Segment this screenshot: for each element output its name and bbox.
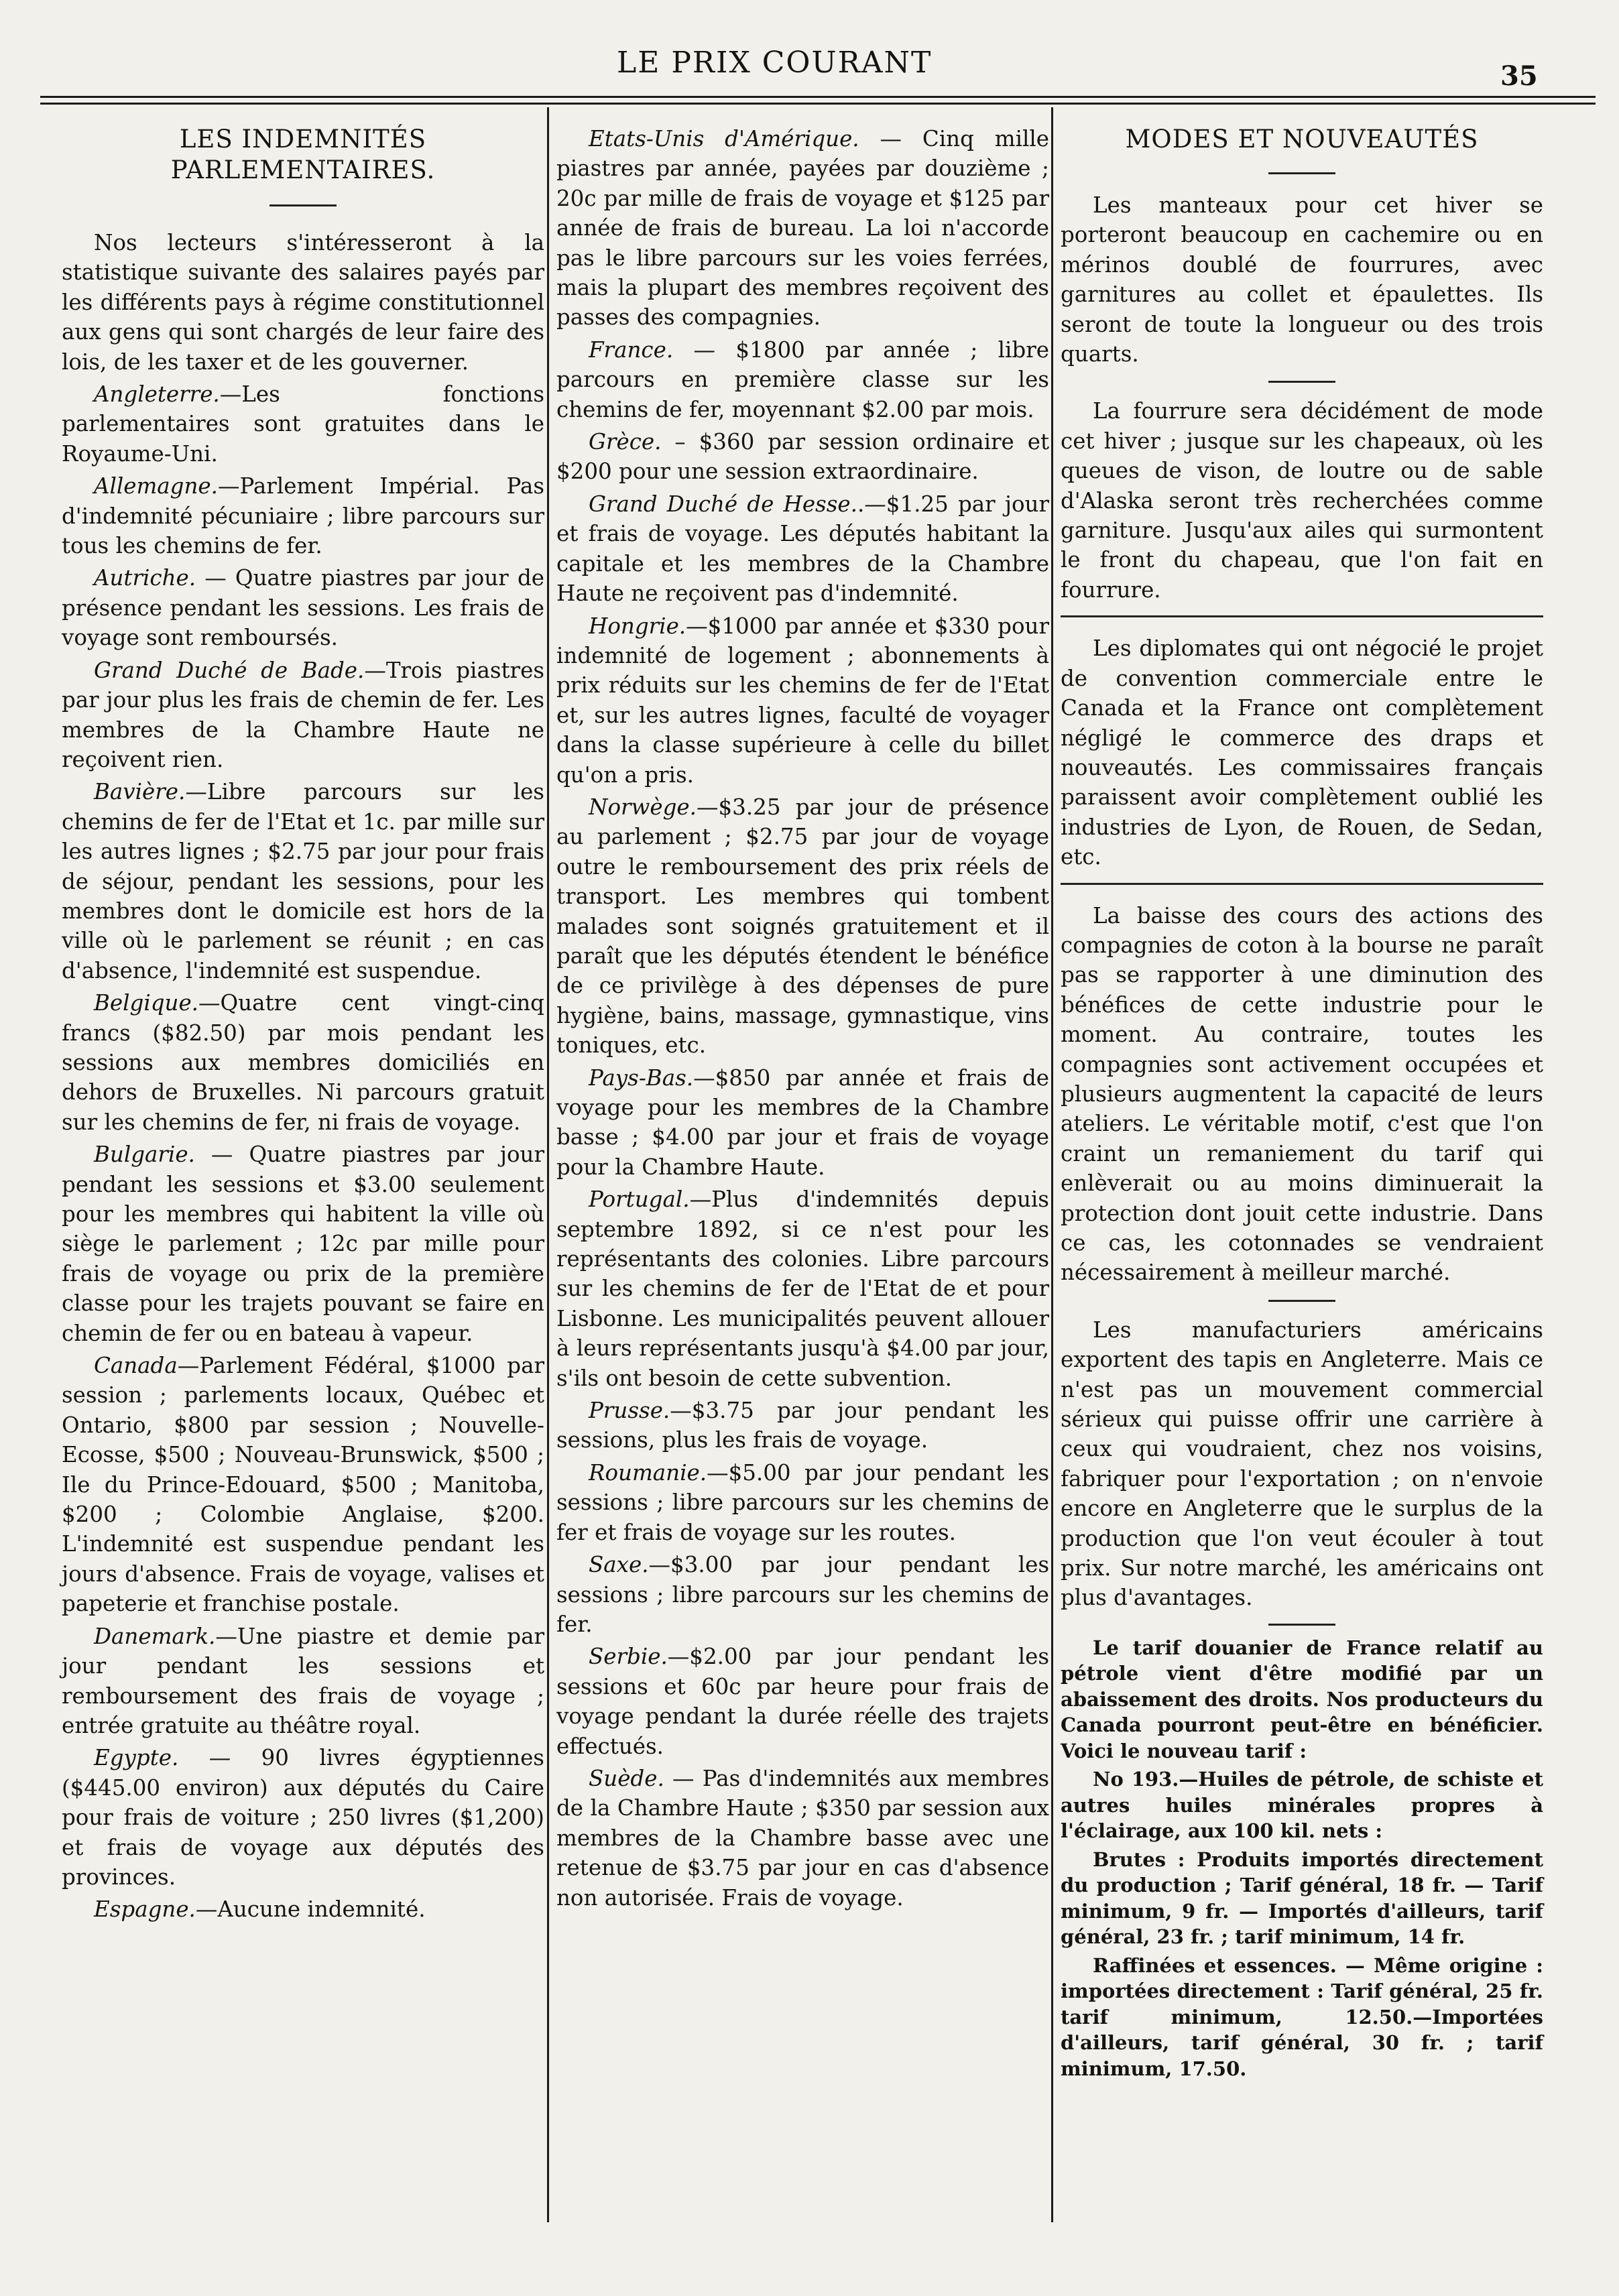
entry-text: —Plus d'indemnités depuis septembre 1892, si ce n'est pour les représentants des colonies. Libre parcours sur les chemins de fer de l'Etat de et pour Lisbonne. Les municipalités peuvent allouer à leurs représentants jusqu'à $4.00 par jour, s'ils ont besoin de cette subvention. xyxy=(556,1187,1049,1391)
country-entry xyxy=(62,471,544,560)
country-name: Angleterre. xyxy=(94,381,220,408)
country-entry xyxy=(62,1894,544,1924)
entry-text: — Quatre piastres par jour de présence pendant les sessions. Les frais de voyage sont remboursés. xyxy=(62,565,544,651)
country-entry xyxy=(556,1642,1049,1761)
entry-text: .—$1.25 par jour et frais de voyage. Les députés habitant la capitale et les membres de la Chambre Haute ne reçoivent pas d'indemnité. xyxy=(556,491,1049,607)
country-entry xyxy=(62,1743,544,1892)
column-divider-right xyxy=(1051,107,1053,2222)
entry-text: —$3.00 par jour pendant les sessions ; libre parcours sur les chemins de fer. xyxy=(556,1552,1049,1637)
running-title: LE PRIX COURANT xyxy=(617,46,933,80)
entry-text: — 90 livres égyptiennes ($445.00 environ) aux députés du Caire pour frais de voiture ; 250 livres ($1,200) et frais de voyage aux députés des provinces. xyxy=(62,1745,544,1890)
entry-text: —$2.00 par jour pendant les sessions et 60c par heure pour frais de voyage pendant la durée réelle des trajets effectués. xyxy=(556,1644,1049,1759)
entry-text: —Quatre cent vingt-cinq francs ($82.50) par mois pendant les sessions aux membres domiciliés en dehors de Bruxelles. Ni parcours gratuit sur les chemins de fer, ni frais de voyage. xyxy=(62,990,544,1135)
country-name: Bulgarie. xyxy=(94,1142,195,1168)
column-modes xyxy=(1061,124,1543,2084)
tariff-paragraph: Brutes : Produits importés directement du production ; Tarif général, 18 fr. — Tarif minimum, 9 fr. — Importés d'ailleurs, tarif général, 23 fr. ; tarif minimum, 14 fr. xyxy=(1061,1848,1543,1949)
country-name: Portugal. xyxy=(589,1187,690,1213)
country-entry xyxy=(62,656,544,775)
fashion-paragraph: Les manteaux pour cet hiver se porteront beaucoup en cachemire ou en mérinos doublé de fourrures, avec garnitures au collet et épaulettes. Ils seront de toute la longueur ou des trois quarts. xyxy=(1061,192,1543,367)
separator-rule xyxy=(1268,1300,1335,1302)
country-name: Etats-Unis d'Amérique. xyxy=(589,126,859,152)
entry-text: —Parlement Impérial. Pas d'indemnité pécuniaire ; libre parcours sur tous les chemins de fer. xyxy=(62,473,544,559)
country-name: Prusse. xyxy=(589,1398,670,1424)
country-name: Suède. xyxy=(589,1765,664,1791)
country-entry xyxy=(556,1063,1049,1183)
country-entry xyxy=(556,335,1049,424)
country-name: Autriche. xyxy=(94,565,196,591)
entry-text: —Trois piastres par jour plus les frais de chemin de fer. Les membres de la Chambre Haute ne reçoivent rien. xyxy=(62,657,545,772)
fashion-paragraph: Les diplomates qui ont négocié le projet de convention commerciale entre le Canada et la France ont complètement négligé le commerce des draps et nouveautés. Les commissaires français paraissent avoir complètement oublié les industries de Lyon, de Rouen, de Sedan, etc. xyxy=(1061,636,1543,870)
fashion-notes xyxy=(1061,190,1543,1626)
entry-text: —Libre parcours sur les chemins de fer de l'Etat et 1c. par mille sur les autres lignes ; $2.75 par jour pour frais de séjour, pendant les sessions, pour les membres dont le domicile est hors de la ville où le parlement se réunit ; en cas d'absence, l'indemnité est suspendue. xyxy=(62,779,544,983)
entry-text: —$3.75 par jour pendant les sessions, plus les frais de voyage. xyxy=(556,1398,1049,1453)
country-entry xyxy=(62,777,544,985)
entry-text: —Parlement Fédéral, $1000 par session ; parlements locaux, Québec et Ontario, $800 par session ; Nouvelle-Ecosse, $500 ; Nouveau-Brunswick, $500 ; Ile du Prince-Edouard, $500 ; Manitoba, $200 ; Colombie Anglaise, $200. L'indemnité est suspendue pendant les jours d'absence. Frais de voyage, valises et papeterie et franchise postale. xyxy=(62,1353,544,1617)
country-entry xyxy=(556,1185,1049,1393)
country-name: Norwège. xyxy=(589,794,697,820)
country-entry xyxy=(62,1351,544,1619)
article-title-indemnites: LES INDEMNITÉS PARLEMENTAIRES. xyxy=(170,125,436,184)
entry-text: —Les fonctions parlementaires sont gratuites dans le Royaume-Uni. xyxy=(62,381,544,467)
country-entry xyxy=(556,489,1049,609)
separator-rule xyxy=(1268,1624,1335,1626)
country-name: Bavière. xyxy=(94,779,186,805)
country-name: Belgique. xyxy=(94,990,199,1016)
country-entry xyxy=(556,124,1049,333)
fashion-paragraph: La baisse des cours des actions des compagnies de coton à la bourse ne paraît pas se rapporter à une diminution des bénéfices de cette industrie pour le moment. Au contraire, toutes les compagnies sont activement occupées et plusieurs augmentent la capacité de leurs ateliers. Le véritable motif, c'est que l'on craint un remaniement du tarif qui enlèverait ou au moins diminuerait la protection dont jouit cette industrie. Dans ce cas, les cotonnades se vendraient nécessairement à meilleur marché. xyxy=(1061,902,1543,1286)
country-entry xyxy=(62,988,544,1137)
country-name: Hongrie. xyxy=(589,613,686,639)
country-entry xyxy=(62,563,544,652)
fashion-paragraph: La fourrure sera décidément de mode cet hiver ; jusque sur les chapeaux, où les queues de vison, de loutre ou de sable d'Alaska seront très recherchées comme garniture. Jusqu'aux ailes qui surmontent le front du chapeau, que l'on fait en fourrure. xyxy=(1061,398,1543,603)
country-name: Serbie. xyxy=(589,1644,668,1670)
entry-text: – $360 par session ordinaire et $200 pour une session extraordinaire. xyxy=(556,429,1049,485)
article-title-modes: MODES ET NOUVEAUTÉS xyxy=(1125,125,1479,154)
column-indemnites-continued xyxy=(556,124,1049,1915)
country-entry xyxy=(556,1396,1049,1455)
entry-text: — Cinq mille piastres par année, payées par douzième ; 20c par mille de frais de voyage et $125 par année de frais de bureau. La loi n'accorde pas le libre parcours sur les voies ferrées, mais la plupart des membres reçoivent des passes des compagnies. xyxy=(556,126,1049,330)
entry-text: —$850 par année et frais de voyage pour les membres de la Chambre basse ; $4.00 par jour et frais de voyage pour la Chambre Haute. xyxy=(556,1065,1049,1180)
entry-text: —Une piastre et demie par jour pendant les sessions et remboursement des frais de voyage ; entrée gratuite au théâtre royal. xyxy=(62,1623,544,1738)
entry-text: — $1800 par année ; libre parcours en première classe sur les chemins de fer, moyennant $2.00 par mois. xyxy=(556,337,1049,422)
country-name: Saxe. xyxy=(589,1552,649,1578)
country-name: Allemagne. xyxy=(94,473,218,499)
fashion-paragraph: Les manufacturiers américains exportent des tapis en Angleterre. Mais ce n'est pas un mouvement commercial sérieux qui puisse offrir une carrière à ceux qui voudraient, chez nos voisins, fabriquer pour l'exportation ; on n'envoie encore en Angleterre que le surplus de la production que l'on veut écouler à tout prix. Sur notre marché, les américains ont plus d'avantages. xyxy=(1061,1317,1543,1611)
header-rule-top xyxy=(40,96,1596,98)
country-name: Pays-Bas. xyxy=(589,1065,694,1091)
country-name: Egypte. xyxy=(94,1745,179,1771)
country-entries xyxy=(62,379,544,1925)
entry-text: —$3.25 par jour de présence au parlement ; $2.75 par jour de voyage outre le remboursement des prix réels de transport. Les membres qui tombent malades sont soignés gratuitement et il paraît que les députés étendent le bénéfice de ce privilège à des dépenses de pure hygiène, bains, massage, gymnastique, vins toniques, etc. xyxy=(556,794,1049,1059)
entry-text: —$5.00 par jour pendant les sessions ; libre parcours sur les chemins de fer et frais de voyage sur les routes. xyxy=(556,1459,1049,1545)
country-name: Canada xyxy=(94,1353,178,1379)
country-entry xyxy=(556,1458,1049,1547)
column-indemnites xyxy=(62,124,544,1927)
column-divider-left xyxy=(547,107,549,2222)
page-header xyxy=(0,0,1619,101)
country-name: Roumanie. xyxy=(589,1459,707,1486)
country-name: Grand Duché de Bade. xyxy=(94,657,365,683)
entry-text: — Quatre piastres par jour pendant les sessions et $3.00 seulement pour les membres qui habitent la ville où siège le parlement ; 12c par mille pour frais de voyage ou prix de la première classe pour les trajets pouvant se faire en chemin de fer ou en bateau à vapeur. xyxy=(62,1142,544,1346)
entry-text: —$1000 par année et $330 pour indemnité de logement ; abonnements à prix réduits sur les chemins de fer de l'Etat et, sur les autres lignes, faculté de voyager dans la classe supérieure à celle du billet qu'on a pris. xyxy=(556,613,1049,788)
country-name: Danemark. xyxy=(94,1623,216,1649)
country-entry xyxy=(556,1764,1049,1913)
country-entry xyxy=(556,1550,1049,1639)
title-rule xyxy=(1268,172,1335,174)
country-name: Grand Duché de Hesse. xyxy=(589,491,857,517)
country-entry xyxy=(556,427,1049,487)
country-entry xyxy=(556,611,1049,790)
country-entry xyxy=(62,1140,544,1348)
separator-rule xyxy=(1061,883,1543,885)
header-rule-bottom xyxy=(40,103,1596,105)
country-entry xyxy=(556,792,1049,1061)
tariff-paragraph: Le tarif douanier de France relatif au pétrole vient d'être modifié par un abaissement des droits. Nos producteurs du Canada pourront peut-être en bénéficier. Voici le nouveau tarif : xyxy=(1061,1636,1543,1762)
title-rule xyxy=(269,204,337,206)
country-entry xyxy=(62,1622,544,1741)
tariff-notice xyxy=(1061,1635,1543,2082)
tariff-paragraph: No 193.—Huiles de pétrole, de schiste et autres huiles minérales propres à l'éclairage, aux 100 kil. nets : xyxy=(1061,1768,1543,1843)
country-name: Espagne. xyxy=(94,1896,196,1923)
country-name: France. xyxy=(589,337,674,363)
page-number: 35 xyxy=(1500,60,1538,92)
separator-rule xyxy=(1268,381,1335,383)
article-intro: Nos lecteurs s'intéresseront à la statistique suivante des salaires payés par les différents pays à régime constitutionnel aux gens qui sont chargés de leur faire des lois, de les taxer et de les gouverner. xyxy=(62,230,544,375)
entry-text: — Pas d'indemnités aux membres de la Chambre Haute ; $350 par session aux membres de la Chambre basse avec une retenue de $3.75 par jour en cas d'absence non autorisée. Frais de voyage. xyxy=(556,1765,1049,1911)
separator-rule xyxy=(1061,615,1543,617)
country-name: Grèce. xyxy=(589,429,662,455)
country-entry xyxy=(62,379,544,469)
tariff-paragraph: Raffinées et essences. — Même origine : importées directement : Tarif général, 25 fr. tarif minimum, 12.50.—Importées d'ailleurs, tarif général, 30 fr. ; tarif minimum, 17.50. xyxy=(1061,1953,1543,2080)
entry-text: —Aucune indemnité. xyxy=(195,1896,426,1923)
country-entries xyxy=(556,124,1049,1913)
